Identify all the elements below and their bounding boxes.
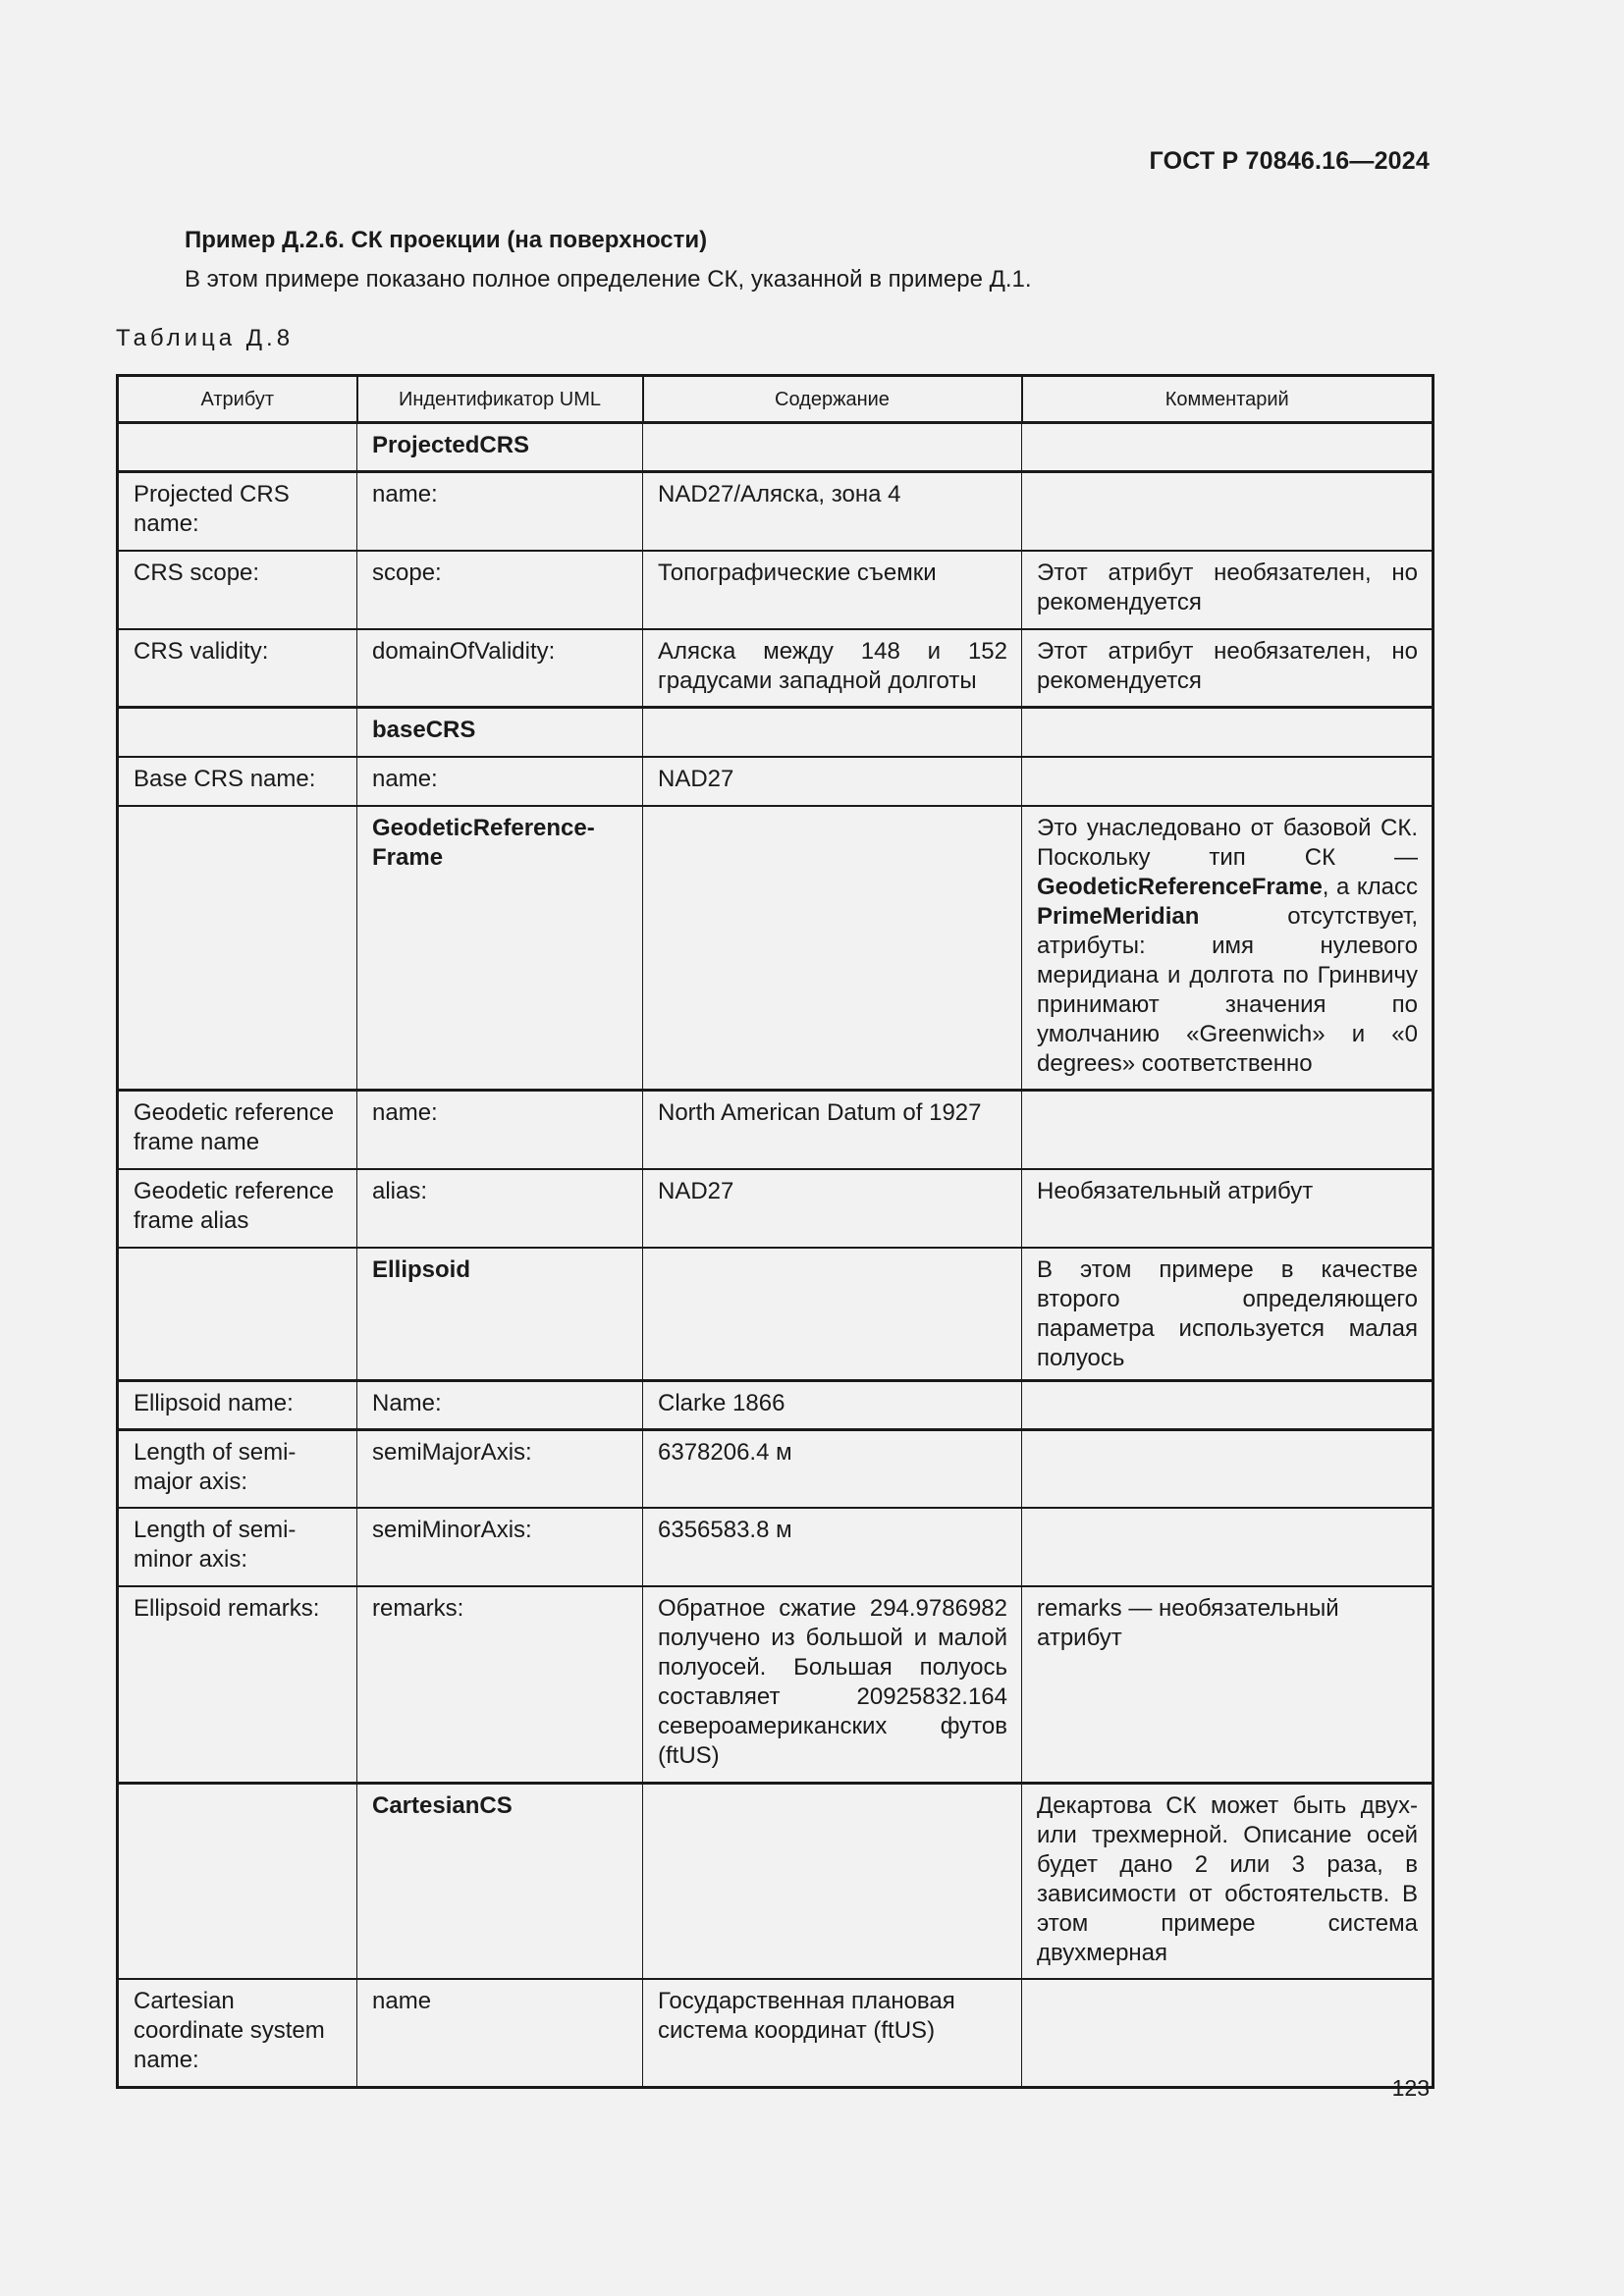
- cell-uml: domainOfValidity:: [357, 629, 643, 708]
- cell-attr: Geodetic reference frame name: [118, 1091, 357, 1169]
- cell-comment: В этом примере в качестве второго определяющего параметра используется малая полуось: [1022, 1248, 1434, 1381]
- cell-content: Государственная плановая система координат (ftUS): [643, 1979, 1022, 2087]
- table-row: [118, 1248, 1434, 1381]
- cell-comment: [1022, 1979, 1434, 2087]
- cell-content: [643, 806, 1022, 1091]
- page-number: 123: [1391, 2075, 1430, 2101]
- cell-uml: name:: [357, 757, 643, 806]
- table-row: [118, 1979, 1434, 2087]
- cell-attr: Ellipsoid name:: [118, 1380, 357, 1429]
- example-text: В этом примере показано полное определение СК, указанной в примере Д.1.: [185, 266, 1032, 293]
- cell-content: [643, 423, 1022, 472]
- cell-attr: [118, 806, 357, 1091]
- cell-attr: Base CRS name:: [118, 757, 357, 806]
- table-caption: Таблица Д.8: [116, 325, 295, 351]
- cell-uml: alias:: [357, 1169, 643, 1248]
- document-id: ГОСТ Р 70846.16—2024: [1149, 147, 1430, 175]
- cell-comment: Необязательный атрибут: [1022, 1169, 1434, 1248]
- cell-comment: Декартова СК может быть двух- или трехмерной. Описание осей будет дано 2 или 3 раза, в зависимости от обстоятельств. В этом примере система двухмерная: [1022, 1783, 1434, 1979]
- cell-attr: CRS validity:: [118, 629, 357, 708]
- cell-uml: name:: [357, 1091, 643, 1169]
- cell-comment: [1022, 423, 1434, 472]
- cell-content: 6378206.4 м: [643, 1429, 1022, 1508]
- cell-comment: [1022, 1091, 1434, 1169]
- cell-uml: Ellipsoid: [357, 1248, 643, 1381]
- cell-attr: [118, 708, 357, 757]
- cell-uml: semiMajorAxis:: [357, 1429, 643, 1508]
- table-row: [118, 1429, 1434, 1508]
- cell-comment: [1022, 708, 1434, 757]
- header-uml-identifier: Индентификатор UML: [357, 376, 643, 423]
- cell-comment: Этот атрибут необязателен, но рекомендуется: [1022, 551, 1434, 629]
- cell-attr: [118, 1783, 357, 1979]
- cell-attr: [118, 423, 357, 472]
- cell-uml: name: [357, 1979, 643, 2087]
- cell-uml: Name:: [357, 1380, 643, 1429]
- header-comment: Комментарий: [1022, 376, 1434, 423]
- header-content: Содержание: [643, 376, 1022, 423]
- cell-comment: [1022, 1508, 1434, 1586]
- cell-attr: Length of semi-minor axis:: [118, 1508, 357, 1586]
- cell-content: [643, 1783, 1022, 1979]
- table-header-row: [118, 376, 1434, 423]
- cell-content: Обратное сжатие 294.9786982 получено из большой и малой полуосей. Большая полуось составляет 20925832.164 североамериканских футов (ftUS): [643, 1586, 1022, 1783]
- table-row: [118, 1586, 1434, 1783]
- cell-content: [643, 708, 1022, 757]
- attributes-table: [116, 374, 1435, 2089]
- cell-comment: [1022, 472, 1434, 551]
- cell-comment: Это унаследовано от базовой СК. Поскольку тип СК — GeodeticReferenceFrame, а класс PrimeMeridian отсутствует, атрибуты: имя нулевого меридиана и долгота по Гринвичу принимают значения по умолчанию «Greenwich» и «0 degrees» соответственно: [1022, 806, 1434, 1091]
- cell-uml: GeodeticReference-Frame: [357, 806, 643, 1091]
- table-row: [118, 708, 1434, 757]
- cell-content: Топографические съемки: [643, 551, 1022, 629]
- table-row: [118, 806, 1434, 1091]
- cell-uml: CartesianCS: [357, 1783, 643, 1979]
- cell-uml: name:: [357, 472, 643, 551]
- cell-uml: ProjectedCRS: [357, 423, 643, 472]
- cell-content: [643, 1248, 1022, 1381]
- cell-attr: Ellipsoid remarks:: [118, 1586, 357, 1783]
- cell-uml: baseCRS: [357, 708, 643, 757]
- cell-attr: CRS scope:: [118, 551, 357, 629]
- table-row: [118, 423, 1434, 472]
- cell-attr: Projected CRS name:: [118, 472, 357, 551]
- cell-content: 6356583.8 м: [643, 1508, 1022, 1586]
- cell-comment: [1022, 1380, 1434, 1429]
- table-row: [118, 472, 1434, 551]
- cell-uml: scope:: [357, 551, 643, 629]
- cell-content: Аляска между 148 и 152 градусами западной долготы: [643, 629, 1022, 708]
- table-row: [118, 629, 1434, 708]
- table-row: [118, 551, 1434, 629]
- example-title: Пример Д.2.6. СК проекции (на поверхности): [185, 227, 708, 253]
- cell-content: Clarke 1866: [643, 1380, 1022, 1429]
- table-row: [118, 1169, 1434, 1248]
- cell-uml: remarks:: [357, 1586, 643, 1783]
- cell-attr: Cartesian coordinate system name:: [118, 1979, 357, 2087]
- cell-comment: remarks — необязательный атрибут: [1022, 1586, 1434, 1783]
- cell-content: NAD27: [643, 1169, 1022, 1248]
- table-row: [118, 1091, 1434, 1169]
- cell-content: NAD27: [643, 757, 1022, 806]
- table-row: [118, 1508, 1434, 1586]
- cell-uml: semiMinorAxis:: [357, 1508, 643, 1586]
- cell-attr: [118, 1248, 357, 1381]
- table-row: [118, 757, 1434, 806]
- cell-attr: Length of semi-major axis:: [118, 1429, 357, 1508]
- header-attribute: Атрибут: [118, 376, 357, 423]
- table-row: [118, 1380, 1434, 1429]
- cell-comment: [1022, 757, 1434, 806]
- cell-content: North American Datum of 1927: [643, 1091, 1022, 1169]
- cell-comment: Этот атрибут необязателен, но рекомендуется: [1022, 629, 1434, 708]
- cell-attr: Geodetic reference frame alias: [118, 1169, 357, 1248]
- cell-comment: [1022, 1429, 1434, 1508]
- cell-content: NAD27/Аляска, зона 4: [643, 472, 1022, 551]
- table-row: [118, 1783, 1434, 1979]
